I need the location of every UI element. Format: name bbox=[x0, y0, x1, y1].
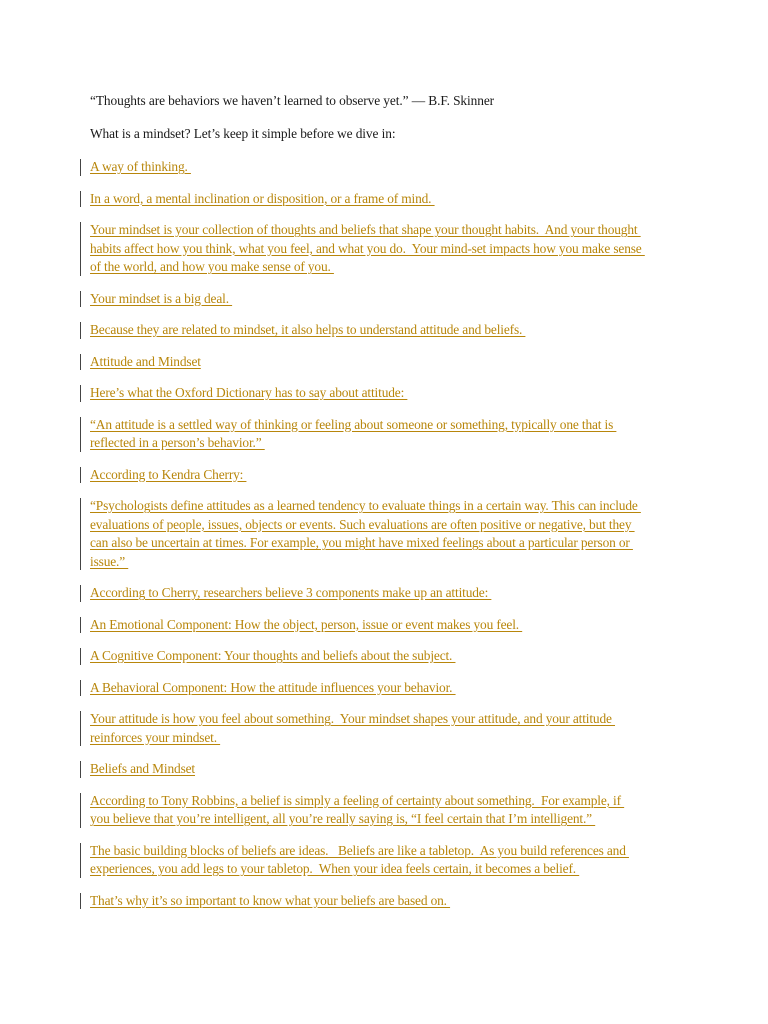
inserted-text-line: A way of thinking. bbox=[90, 159, 191, 174]
inserted-text-line: According to Tony Robbins, a belief is simply a feeling of certainty about something. For example, if bbox=[90, 792, 625, 808]
change-bar bbox=[80, 761, 81, 778]
change-bar bbox=[80, 617, 81, 634]
change-bar bbox=[80, 417, 81, 452]
inserted-text-line: Because they are related to mindset, it also helps to understand attitude and beliefs. bbox=[90, 322, 526, 337]
inserted-paragraph bbox=[90, 353, 690, 372]
inserted-text-line: “Psychologists define attitudes as a learned tendency to evaluate things in a certain way. This can include bbox=[90, 498, 641, 513]
inserted-text-line: issue.” bbox=[90, 553, 129, 569]
inserted-paragraph bbox=[90, 584, 690, 603]
inserted-text-line: experiences, you add legs to your tabletop. When your idea feels certain, it becomes a belief. bbox=[90, 861, 580, 876]
inserted-paragraph bbox=[90, 842, 690, 879]
inserted-text-line: An Emotional Component: How the object, person, issue or event makes you feel. bbox=[90, 616, 523, 632]
inserted-text-line: Beliefs and Mindset bbox=[90, 761, 196, 776]
inserted-paragraph bbox=[90, 158, 690, 177]
inserted-text-line: “An attitude is a settled way of thinking or feeling about someone or something, typically one that is bbox=[90, 416, 617, 432]
change-bar bbox=[80, 893, 81, 910]
inserted-text-line: habits affect how you think, what you feel, and what you do. Your mind-set impacts how you make sense bbox=[90, 240, 645, 256]
inserted-text-line: In a word, a mental inclination or disposition, or a frame of mind. bbox=[90, 190, 435, 206]
inserted-text-line: reflected in a person’s behavior.” bbox=[90, 435, 265, 450]
inserted-text-line: Your mindset is your collection of thoughts and beliefs that shape your thought habits. And your thought bbox=[90, 222, 641, 237]
inserted-paragraph bbox=[90, 321, 690, 340]
inserted-paragraph bbox=[90, 679, 690, 698]
inserted-text-line: Here’s what the Oxford Dictionary has to say about attitude: bbox=[90, 385, 408, 400]
change-bar bbox=[80, 385, 81, 402]
change-bar bbox=[80, 711, 81, 746]
inserted-text-line: A Behavioral Component: How the attitude influences your behavior. bbox=[90, 679, 456, 695]
inserted-paragraph bbox=[90, 466, 690, 485]
change-bar bbox=[80, 585, 81, 602]
inserted-text-line: evaluations of people, issues, objects or events. Such evaluations are often positive or negative, but they bbox=[90, 516, 635, 532]
change-bar bbox=[80, 191, 81, 208]
inserted-text-line: The basic building blocks of beliefs are ideas. Beliefs are like a tabletop. As you build references and bbox=[90, 842, 629, 858]
inserted-text-line: you believe that you’re intelligent, all you’re really saying is, “I feel certain that I’m intelligent.” bbox=[90, 811, 596, 826]
epigraph-quote: “Thoughts are behaviors we haven’t learned to observe yet.” — B.F. Skinner bbox=[90, 93, 495, 108]
inserted-paragraph bbox=[90, 710, 690, 747]
inserted-paragraph bbox=[90, 647, 690, 666]
document-page bbox=[90, 92, 690, 923]
inserted-text-line: According to Kendra Cherry: bbox=[90, 466, 247, 482]
change-bar bbox=[80, 793, 81, 828]
inserted-text-line: reinforces your mindset. bbox=[90, 729, 221, 745]
change-bar bbox=[80, 498, 81, 570]
change-bar bbox=[80, 467, 81, 484]
inserted-text-line: Your attitude is how you feel about something. Your mindset shapes your attitude, and your attitude bbox=[90, 711, 616, 726]
change-bar bbox=[80, 648, 81, 665]
inserted-paragraph bbox=[90, 616, 690, 635]
inserted-text-line: Attitude and Mindset bbox=[90, 353, 201, 369]
inserted-text-line: Your mindset is a big deal. bbox=[90, 290, 233, 306]
inserted-text-line: That’s why it’s so important to know what your beliefs are based on. bbox=[90, 892, 451, 908]
change-bar bbox=[80, 322, 81, 339]
intro-question: What is a mindset? Let’s keep it simple before we dive in: bbox=[90, 126, 396, 141]
inserted-paragraph bbox=[90, 416, 690, 453]
inserted-paragraph bbox=[90, 497, 690, 571]
inserted-paragraph bbox=[90, 760, 690, 779]
change-bar bbox=[80, 222, 81, 276]
change-bar bbox=[80, 680, 81, 697]
inserted-paragraph bbox=[90, 290, 690, 309]
change-bar bbox=[80, 354, 81, 371]
change-bar bbox=[80, 291, 81, 308]
inserted-paragraph bbox=[90, 792, 690, 829]
inserted-text-line: can also be uncertain at times. For example, you might have mixed feelings about a particular person or bbox=[90, 535, 633, 550]
inserted-text-line: According to Cherry, researchers believe 3 components make up an attitude: bbox=[90, 585, 492, 600]
change-bar bbox=[80, 159, 81, 176]
inserted-paragraph bbox=[90, 221, 690, 277]
inserted-text-line: of the world, and how you make sense of you. bbox=[90, 259, 334, 274]
inserted-text-line: A Cognitive Component: Your thoughts and beliefs about the subject. bbox=[90, 648, 456, 663]
inserted-paragraph bbox=[90, 892, 690, 911]
tracked-changes-content bbox=[90, 158, 690, 910]
inserted-paragraph bbox=[90, 190, 690, 209]
inserted-paragraph bbox=[90, 384, 690, 403]
change-bar bbox=[80, 843, 81, 878]
